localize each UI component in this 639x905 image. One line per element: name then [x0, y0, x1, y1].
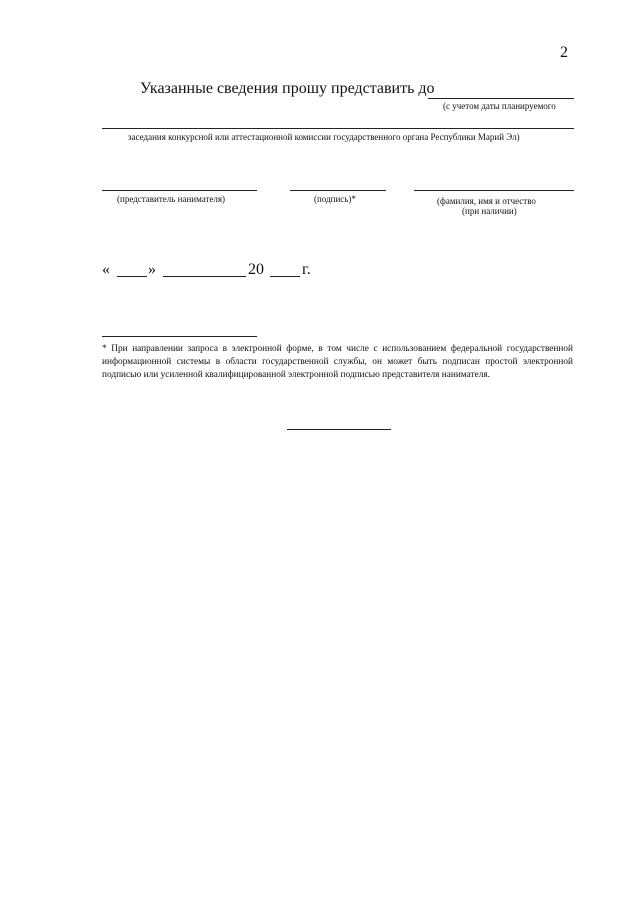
year-line	[270, 276, 300, 277]
representative-line	[102, 190, 257, 191]
date-close-quote: »	[148, 261, 156, 278]
footnote-text: * При направлении запроса в электронной форме, в том числе с использованием федеральной государственной информационной системы в области государственной службы, он может быть подписан простой электронной подписью или усиленной квалифицированной электронной подписью представителя нанимателя.	[102, 344, 573, 380]
deadline-continuation-line	[102, 128, 574, 129]
day-line	[117, 276, 147, 277]
full-name-label: (фамилия, имя и отчество	[437, 196, 536, 206]
signature-line	[290, 190, 386, 191]
signature-label: (подпись)*	[314, 194, 356, 204]
full-name-line	[414, 190, 574, 191]
year-prefix: 20	[248, 261, 264, 278]
year-suffix: г.	[302, 261, 311, 278]
deadline-note-line1: (с учетом даты планируемого	[443, 101, 556, 111]
date-open-quote: «	[102, 261, 110, 278]
request-text: Указанные сведения прошу представить до	[140, 80, 435, 97]
footnote-separator	[102, 336, 257, 337]
deadline-line	[428, 98, 574, 99]
full-name-label-note: (при наличии)	[462, 206, 517, 216]
deadline-note-line2: заседания конкурсной или аттестационной комиссии государственного органа Республики Марий Эл)	[128, 132, 520, 142]
page-number: 2	[560, 44, 568, 61]
month-line	[163, 276, 246, 277]
representative-label: (представитель нанимателя)	[117, 194, 226, 204]
end-of-document-line	[287, 429, 391, 430]
